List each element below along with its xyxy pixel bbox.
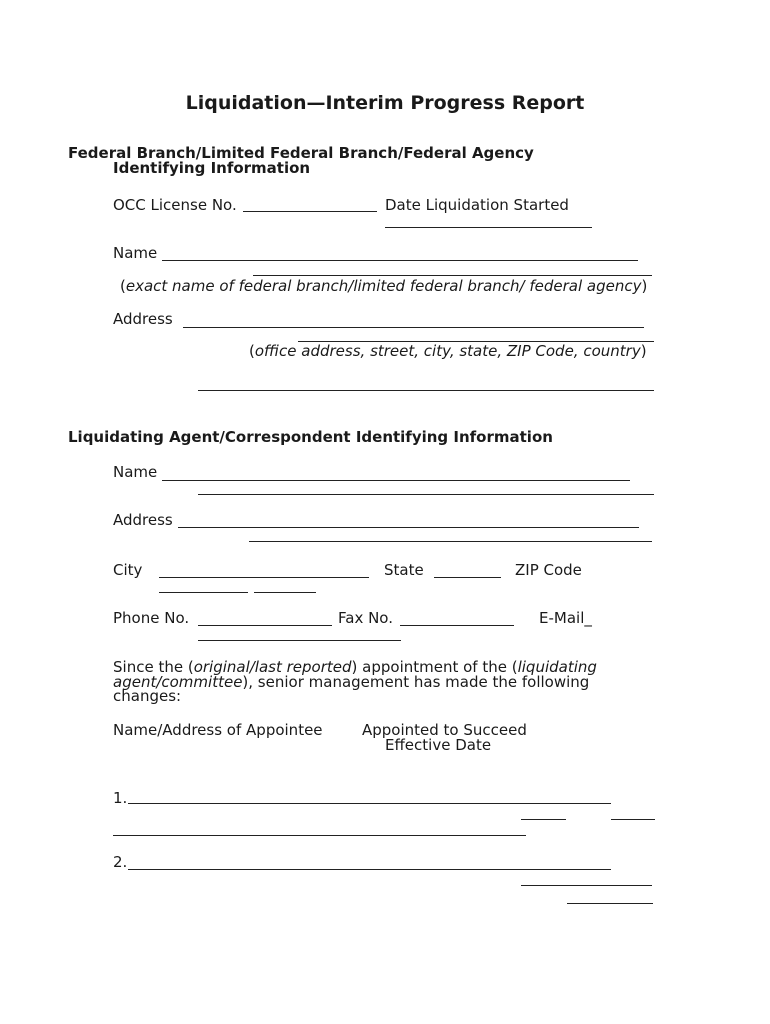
agent-name-field-2[interactable]	[198, 494, 654, 495]
item-1-succeed-field[interactable]	[521, 819, 566, 820]
item-1-appointee-field[interactable]	[128, 803, 611, 804]
state-field[interactable]	[434, 577, 501, 578]
changes-paragraph-line3: changes:	[113, 687, 182, 705]
agent-name-label: Name	[113, 463, 158, 481]
page-title: Liquidation—Interim Progress Report	[185, 92, 585, 114]
phone-field[interactable]	[198, 625, 332, 626]
changes-paragraph-line2: agent/committee), senior management has made the following	[113, 673, 590, 691]
item-1-date-field[interactable]	[611, 819, 655, 820]
branch-name-field-2[interactable]	[253, 275, 652, 276]
phone-label: Phone No.	[113, 609, 190, 627]
agent-address-field[interactable]	[178, 527, 639, 528]
email-field[interactable]	[198, 640, 401, 641]
section2-heading: Liquidating Agent/Correspondent Identifying Information	[68, 428, 553, 446]
branch-address-hint: (office address, street, city, state, ZIP Code, country)	[249, 342, 647, 360]
city-field[interactable]	[159, 577, 369, 578]
branch-address-field[interactable]	[183, 327, 644, 328]
effective-date-column-label: Effective Date	[385, 736, 492, 754]
occ-license-label: OCC License No.	[113, 196, 237, 214]
occ-license-field[interactable]	[243, 211, 377, 212]
zip-label: ZIP Code	[515, 561, 582, 579]
appointee-column-label: Name/Address of Appointee	[113, 721, 323, 739]
item-2-number: 2.	[113, 853, 128, 871]
item-2-appointee-field[interactable]	[128, 869, 611, 870]
fax-field[interactable]	[400, 625, 514, 626]
state-label: State	[384, 561, 424, 579]
fax-label: Fax No.	[338, 609, 393, 627]
branch-name-label: Name	[113, 244, 158, 262]
item-2-date-field[interactable]	[567, 903, 653, 904]
agent-address-label: Address	[113, 511, 173, 529]
agent-address-field-2[interactable]	[249, 541, 652, 542]
item-1-number: 1.	[113, 789, 128, 807]
changes-paragraph-line1: Since the (original/last reported) appointment of the (liquidating	[113, 658, 597, 676]
branch-name-field[interactable]	[162, 260, 638, 261]
branch-address-label: Address	[113, 310, 173, 328]
succeed-column-label: Appointed to Succeed	[362, 721, 527, 739]
date-liquidation-label: Date Liquidation Started	[385, 196, 569, 214]
branch-address-field-3[interactable]	[198, 390, 654, 391]
email-label: E-Mail_	[539, 609, 592, 627]
section1-heading: Federal Branch/Limited Federal Branch/Federal Agency	[68, 144, 534, 162]
city-label: City	[113, 561, 143, 579]
branch-name-hint: (exact name of federal branch/limited federal branch/ federal agency)	[120, 277, 648, 295]
section1-subheading: Identifying Information	[113, 159, 311, 177]
agent-name-field[interactable]	[162, 480, 630, 481]
date-liquidation-field[interactable]	[385, 227, 592, 228]
zip-field[interactable]	[159, 592, 248, 593]
zip-ext-field[interactable]	[254, 592, 316, 593]
item-1-appointee-field-2[interactable]	[113, 835, 526, 836]
item-2-succeed-field[interactable]	[521, 885, 652, 886]
